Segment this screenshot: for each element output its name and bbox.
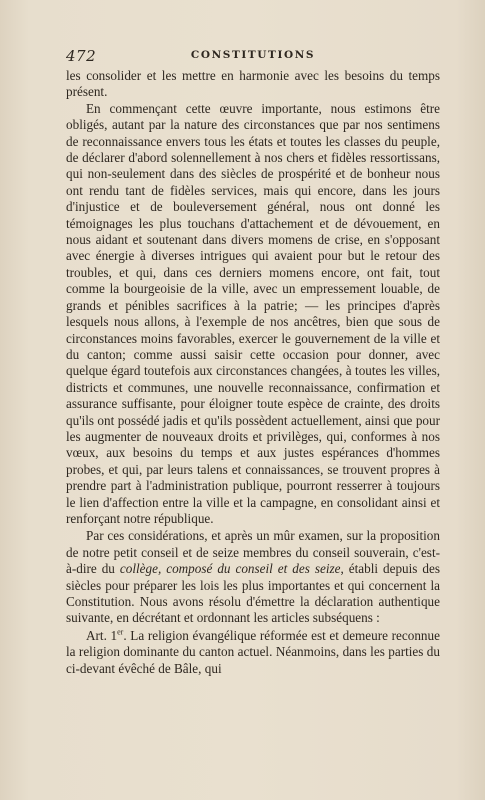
running-head: CONSTITUTIONS <box>190 49 316 61</box>
page-number: 472 <box>66 47 97 65</box>
article-ordinal: er <box>117 627 124 637</box>
article-1-text: . La religion évangélique réformée est et demeure reconnue la religion dominante du canton actuel. Néanmoins, dans les parties du ci-devant évêché de Bâle, qui <box>66 627 440 676</box>
paragraph-continuation: les consolider et les mettre en harmonie avec les besoins du temps présent. <box>66 68 440 100</box>
page-header <box>66 47 440 65</box>
article-label: Art. 1 <box>86 627 118 643</box>
paragraph-considerations <box>66 528 440 626</box>
considerations-text-italic: collège, composé du conseil et des seize <box>119 561 341 577</box>
paragraph-preamble: En commençant cette œuvre importante, nous estimons être obligés, autant par la nature des circonstances que par nos sentimens de reconnaissance envers tous les états et toutes les classes du peuple, de déclarer d'abord solennellement à nos chers et fidèles ressortissans, qui non-seulement dans des siècles de prospérité et de bonheur nous ont rendu tant de fidèles services, mais qui encore, dans les jours d'injustice et de bouleversement général, nous ont donné les témoignages les plus touchans d'attachement et de dévouement, en nous aidant et soutenant dans divers momens de crise, en s'opposant avec énergie à diverses intrigues qui avaient pour but le retour des troubles, et qui, dans ces derniers momens encore, ont fait, tout comme la bourgeoisie de la ville, avec un empressement louable, de grands et pénibles sacrifices à la patrie; — les principes d'après lesquels nous allons, à l'exemple de nos ancêtres, bien que sous de circonstances moins favorables, exercer le gouvernement de la ville et du canton; comme aussi saisir cette occasion pour donner, avec quelque égard toutefois aux circonstances changées, à toutes les villes, districts et communes, une nouvelle reconnaissance, confirmation et assurance suffisante, pour éloigner toute espèce de crainte, des droits qu'ils ont possédé jadis et qu'ils possèdent actuellement, ainsi que pour les augmenter de nouveaux droits et privilèges, qui, conformes à nos vœux, aux besoins du temps et aux justes espérances d'hommes probes, et qui, par leurs talens et connaissances, se trouvent propres à prendre part à l'administration publique, pourront resserrer à toujours le lien d'affection entre la ville et la campagne, en consolidant ainsi et renforçant notre république. <box>66 100 440 526</box>
considerations-text-end: , établi depuis des siècles pour préparer les lois les plus importantes et qui concernent la Constitution. Nous avons résolu d'émettre la déclaration authentique suivante, en décrétant et ordonnant les articles subséquens : <box>66 561 440 626</box>
paragraph-article-1 <box>66 628 440 677</box>
considerations-text-start: Par ces considérations, et après un mûr examen, sur la proposition de notre petit conseil et de seize membres du conseil souverain, c'est-à-dire du <box>66 528 440 577</box>
body-text <box>66 68 440 677</box>
